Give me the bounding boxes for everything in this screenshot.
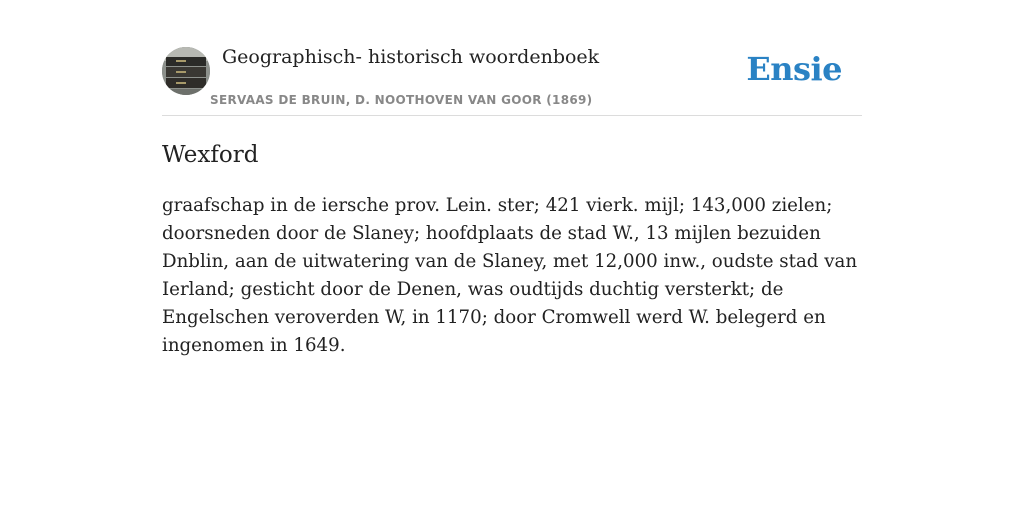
book-title[interactable]: Geographisch- historisch woordenboek — [222, 46, 600, 68]
ensie-logo-link[interactable]: Ensie — [746, 50, 842, 88]
entry-body: graafschap in de iersche prov. Lein. ster; 421 vierk. mijl; 143,000 zielen; doorsneden door de Slaney; hoofdplaats de stad W., 13 mijlen bezuiden Dnblin, aan de uitwatering van de Slaney, met 12,000 inw., oudste stad van Ierland; gesticht door de Denen, was oudtijds duchtig versterkt; de Engelschen veroverden W, in 1170; door Cromwell werd W. belegerd en ingenomen in 1649. — [162, 195, 858, 356]
book-header — [162, 40, 862, 116]
entry-title: Wexford — [162, 142, 259, 168]
book-cover-avatar[interactable] — [162, 47, 210, 95]
book-authors: SERVAAS DE BRUIN, D. NOOTHOVEN VAN GOOR (1869) — [210, 93, 593, 107]
page — [162, 40, 862, 360]
